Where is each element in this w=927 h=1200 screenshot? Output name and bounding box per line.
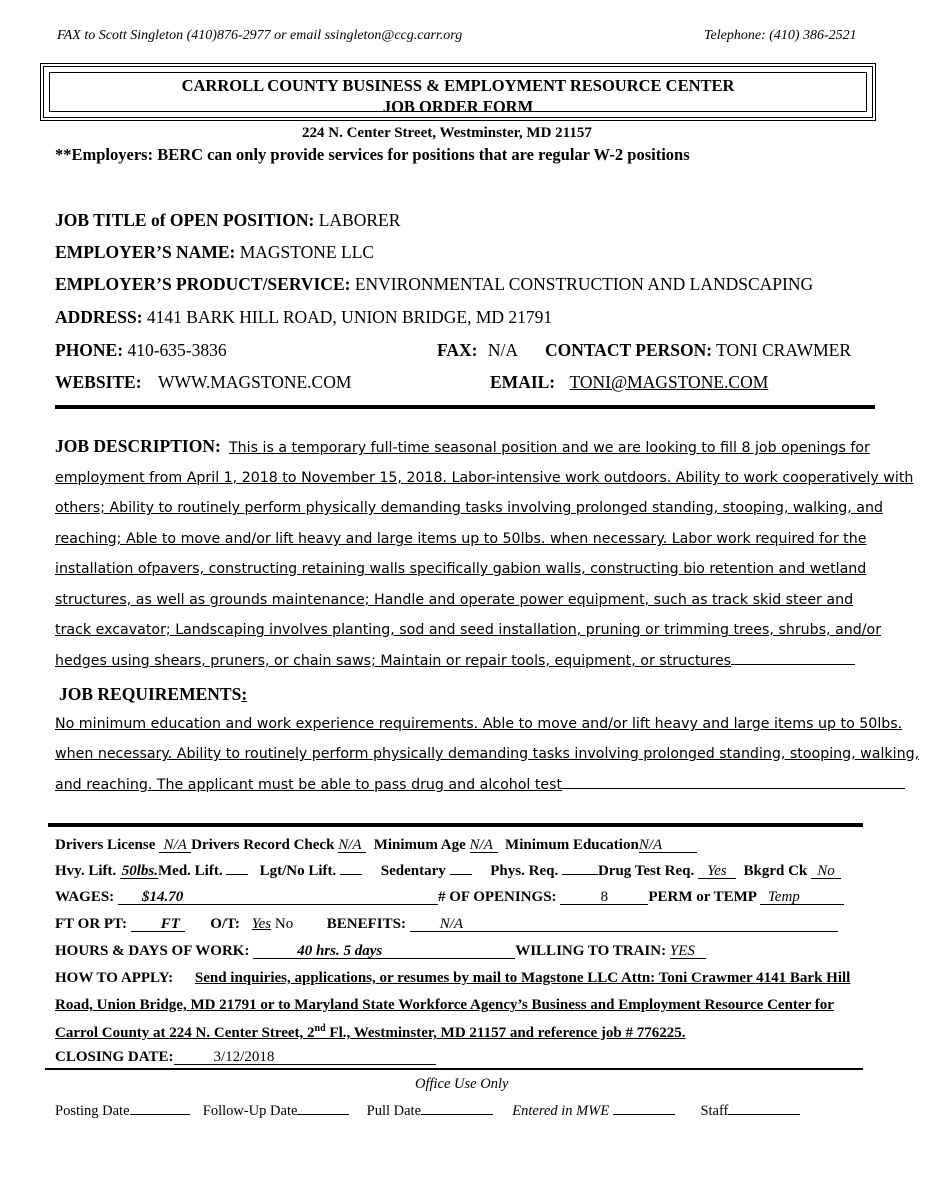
phone-value: 410-635-3836 (127, 340, 227, 360)
description-line: others; Ability to routinely perform physically demanding tasks involving prolonged standing, stooping, walking, and (55, 500, 883, 516)
address-value: 4141 BARK HILL ROAD, UNION BRIDGE, MD 21791 (146, 307, 553, 327)
ft-pt-value: FT (131, 917, 185, 932)
wages-value: $14.70 (118, 890, 438, 905)
contact-value: TONI CRAWMER (716, 340, 852, 360)
section-divider (48, 823, 863, 827)
fax-value: N/A (487, 340, 519, 360)
drug-test-value: Yes (698, 864, 736, 879)
closing-date-value: 3/12/2018 (174, 1050, 436, 1065)
ft-pt-row: FT OR PT: FT O/T: Yes No BENEFITS: N/A (55, 916, 838, 933)
w2-notice: **Employers: BERC can only provide services for positions that are regular W-2 positions (55, 145, 690, 164)
drivers-license-value: N/A (159, 838, 191, 853)
apply-row-1: HOW TO APPLY: Send inquiries, applications, or resumes by mail to Magstone LLC Attn: Toni Crawmer 4141 Bark Hill (55, 970, 851, 986)
perm-temp-value: Temp (760, 890, 844, 905)
section-divider (55, 405, 875, 409)
requirements-line: when necessary. Ability to routinely perform physically demanding tasks involving prolonged standing, stooping, walking, (55, 746, 920, 762)
contact-row: CONTACT PERSON: TONI CRAWMER (545, 340, 852, 360)
telephone: Telephone: (410) 386-2521 (704, 28, 857, 43)
description-line: employment from April 1, 2018 to November 15, 2018. Labor-intensive work outdoors. Ability to work cooperatively with (55, 470, 914, 486)
apply-row-2: Road, Union Bridge, MD 21791 or to Maryland State Workforce Agency’s Business and Employment Resource Center for (55, 997, 834, 1013)
lift-row: Hvy. Lift. 50lbs.Med. Lift. Lgt/No Lift. Sedentary Phys. Req. Drug Test Req. Yes Bkgrd Ck No (55, 863, 841, 880)
benefits-value: N/A (410, 917, 838, 932)
job-description-label: JOB DESCRIPTION: (55, 436, 221, 456)
description-line: installation ofpavers, constructing retaining walls specifically gabion walls, constructing bio retention and wetland (55, 561, 867, 577)
description-line: hedges using shears, pruners, or chain saws; Maintain or repair tools, equipment, or structures (55, 652, 855, 669)
fax-row: FAX: N/A (437, 340, 519, 360)
min-age-value: N/A (470, 838, 498, 853)
description-line: reaching; Able to move and/or lift heavy and large items up to 50lbs. when necessary. Labor work required for the (55, 531, 867, 547)
email-value: TONI@MAGSTONE.COM (569, 372, 769, 392)
website-value: WWW.MAGSTONE.COM (157, 372, 352, 392)
website-row: WEBSITE: WWW.MAGSTONE.COM (55, 372, 352, 392)
hvy-lift-value: 50lbs. (121, 863, 159, 879)
phone-row: PHONE: 410-635-3836 (55, 340, 227, 360)
hours-value: 40 hrs. 5 days (253, 944, 515, 959)
job-requirements-label: JOB REQUIREMENTS: (59, 684, 248, 704)
drivers-row: Drivers License N/A Drivers Record Check N/A Minimum Age N/A Minimum EducationN/A (55, 837, 697, 854)
training-value: YES (670, 944, 706, 959)
office-use-title: Office Use Only (415, 1076, 509, 1092)
email-row: EMAIL: TONI@MAGSTONE.COM (490, 372, 769, 392)
org-title: CARROLL COUNTY BUSINESS & EMPLOYMENT RESOURCE CENTER (181, 76, 735, 95)
address-row: ADDRESS: 4141 BARK HILL ROAD, UNION BRIDGE, MD 21791 (55, 307, 553, 327)
apply-text: Send inquiries, applications, or resumes by mail to Magstone LLC Attn: Toni Crawmer 4141 Bark Hill (194, 970, 851, 986)
wages-row: WAGES: $14.70 # OF OPENINGS: 8 PERM or TEMP Temp (55, 889, 844, 906)
job-title-row: JOB TITLE of OPEN POSITION: LABORER (55, 210, 401, 230)
requirements-line: and reaching. The applicant must be able to pass drug and alcohol test (55, 776, 905, 793)
description-line: structures, as well as grounds maintenance; Handle and operate power equipment, such as track skid steer and (55, 592, 854, 608)
office-divider (45, 1068, 863, 1070)
requirements-line: No minimum education and work experience requirements. Able to move and/or lift heavy and large items up to 50lbs. (55, 716, 903, 732)
product-row: EMPLOYER’S PRODUCT/SERVICE: ENVIRONMENTAL CONSTRUCTION AND LANDSCAPING (55, 274, 814, 294)
office-fields: Posting Date Follow-Up Date Pull Date Entered in MWE Staff (55, 1103, 800, 1120)
description-line: track excavator; Landscaping involves planting, sod and seed installation, pruning or trimming trees, shrubs, and/or (55, 622, 882, 638)
employer-name-value: MAGSTONE LLC (239, 242, 375, 262)
employer-name-row: EMPLOYER’S NAME: MAGSTONE LLC (55, 242, 375, 262)
openings-value: 8 (560, 890, 648, 905)
org-address: 224 N. Center Street, Westminster, MD 21157 (302, 125, 592, 141)
description-line: This is a temporary full-time seasonal position and we are looking to fill 8 job openings for (229, 440, 870, 456)
ot-no: No (274, 916, 294, 932)
ot-yes: Yes (251, 916, 272, 932)
job-title-value: LABORER (318, 210, 401, 230)
product-value: ENVIRONMENTAL CONSTRUCTION AND LANDSCAPING (354, 274, 814, 294)
form-title: JOB ORDER FORM (382, 97, 534, 116)
background-check-value: No (811, 864, 841, 879)
hours-row: HOURS & DAYS OF WORK: 40 hrs. 5 days WILLING TO TRAIN: YES (55, 943, 706, 960)
drivers-record-value: N/A (338, 838, 366, 853)
min-education-value: N/A (639, 838, 697, 853)
closing-row: CLOSING DATE: 3/12/2018 (55, 1049, 436, 1066)
fax-instructions: FAX to Scott Singleton (410)876-2977 or email ssingleton@ccg.carr.org (57, 28, 463, 43)
title-box (40, 63, 876, 121)
apply-row-3: Carrol County at 224 N. Center Street, 2nd Fl., Westminster, MD 21157 and reference job # 776225. (55, 1023, 686, 1041)
